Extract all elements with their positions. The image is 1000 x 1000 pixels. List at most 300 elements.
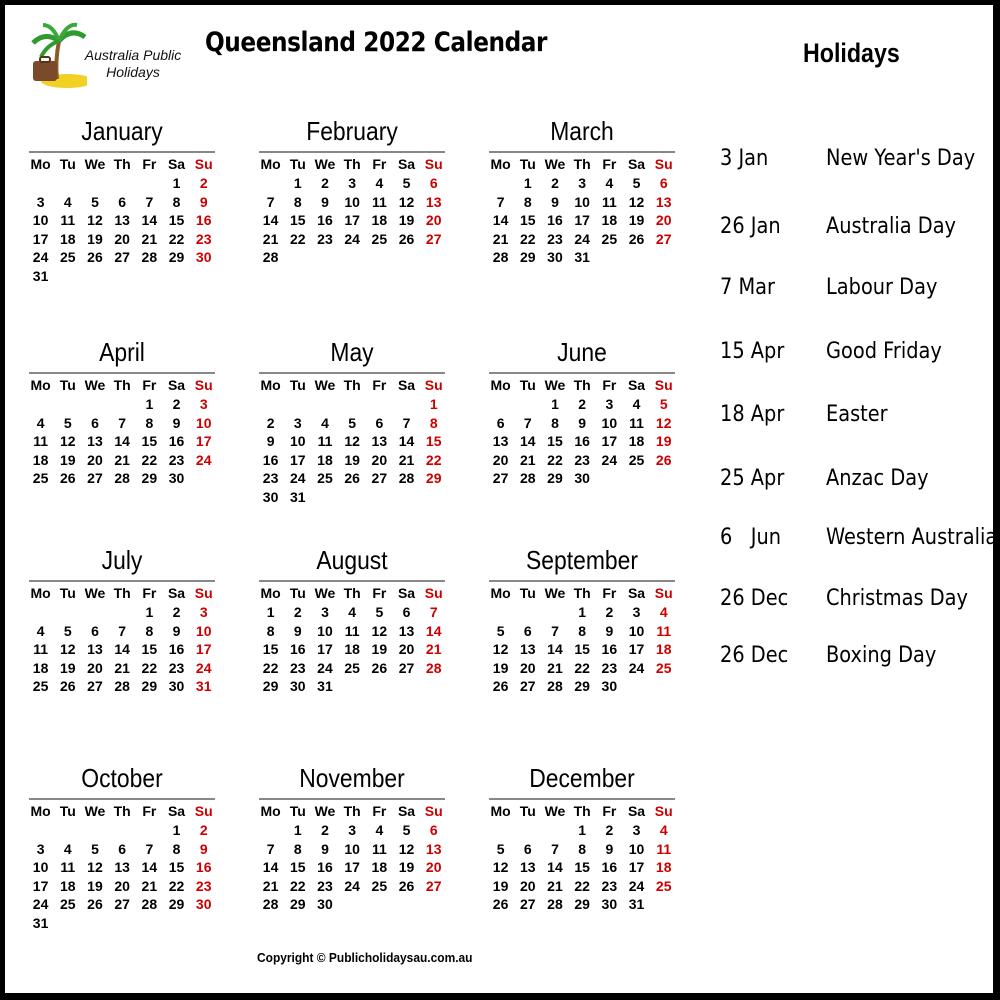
month-february [257,113,447,267]
sunday-date: 6 [659,175,668,191]
day-date: 10 [574,193,590,210]
day-date: 27 [492,470,509,486]
day-date: 6 [496,414,505,431]
day-date: 10 [628,840,645,857]
sunday-date: 31 [195,678,212,694]
day-date: 7 [551,840,559,857]
day-date: 16 [601,641,618,657]
day-date: 27 [87,470,103,486]
day-date: 24 [32,249,49,265]
day-date: 16 [574,433,590,449]
day-date: 10 [344,193,360,210]
month-name: February [306,116,398,146]
day-date: 1 [293,822,302,838]
day-date: 22 [289,230,306,247]
day-date: 8 [578,840,587,857]
sunday-date: 20 [655,212,672,228]
weekday-header: Fr [142,585,157,601]
empty-day [514,821,541,840]
weekday-header: We [84,585,106,601]
weekday-header: Th [573,803,591,819]
weekday-header: Tu [59,156,76,172]
month-grid [27,801,217,932]
day-date: 4 [36,622,45,639]
sunday-date: 3 [199,604,208,620]
weekday-header: Sa [627,585,646,601]
empty-day [136,174,163,193]
sunday-date: 8 [429,414,438,431]
month-grid [487,375,677,488]
day-date: 22 [262,659,279,676]
day-date: 7 [266,840,275,857]
day-date: 10 [317,622,333,639]
weekday-header: Su [654,803,673,819]
weekday-header: Th [573,156,591,172]
sunday-date: 27 [425,877,442,894]
weekday-header: Mo [490,156,511,172]
day-date: 15 [519,212,536,228]
weekday-header: We [544,377,566,393]
day-date: 19 [371,641,388,657]
day-date: 13 [519,641,536,657]
day-date: 22 [547,451,563,468]
day-date: 2 [266,414,275,431]
day-date: 25 [628,451,645,468]
day-date: 7 [145,840,154,857]
day-date: 3 [293,414,302,431]
holiday-date: 15 Apr [720,339,785,364]
empty-day [487,603,514,622]
month-grid [27,375,217,488]
day-date: 16 [289,641,306,657]
day-date: 28 [519,470,536,486]
empty-day [81,174,108,193]
day-date: 29 [141,470,158,486]
empty-day [109,603,136,622]
month-name: July [101,545,143,575]
holiday-name: Anzac Day [826,466,929,491]
day-date: 25 [317,470,333,486]
weekday-header: Sa [397,803,416,819]
sunday-date: 14 [425,622,442,639]
month-divider [259,372,445,374]
sunday-date: 18 [655,859,672,875]
day-date: 29 [168,249,185,265]
day-date: 28 [262,896,279,912]
day-date: 1 [551,396,559,412]
day-date: 19 [87,230,103,247]
day-date: 11 [371,193,387,210]
holiday-name: Christmas Day [826,586,968,611]
day-date: 13 [114,859,130,875]
holiday-name: Labour Day [826,275,938,300]
sunday-date: 23 [195,877,212,894]
day-date: 16 [317,212,333,228]
day-date: 27 [87,678,103,694]
day-date: 6 [523,622,532,639]
month-divider [489,372,675,374]
day-date: 13 [87,433,103,449]
sunday-date: 6 [429,822,438,838]
day-date: 18 [59,877,76,894]
sunday-date: 13 [425,840,442,857]
month-grid [257,375,447,506]
day-date: 5 [63,622,72,639]
empty-day [514,395,541,414]
day-date: 29 [168,896,185,912]
day-date: 25 [371,877,388,894]
day-date: 28 [114,678,130,694]
sunday-date: 27 [655,230,672,247]
day-date: 5 [91,193,99,210]
weekday-header: Fr [602,803,617,819]
weekday-header: Mo [490,377,511,393]
weekday-header: Sa [167,377,186,393]
empty-day [393,395,420,414]
day-date: 28 [141,249,158,265]
day-date: 19 [492,659,509,676]
day-date: 8 [551,414,559,431]
day-date: 26 [628,230,645,247]
day-date: 11 [33,433,48,449]
weekday-header: Mo [260,585,281,601]
sunday-date: 7 [429,604,438,620]
sunday-date: 4 [659,604,668,620]
day-date: 11 [629,414,644,431]
holiday-date: 26 Dec [720,643,789,668]
holiday-date: 26 Jan [720,214,781,239]
day-date: 27 [519,896,536,912]
day-date: 1 [145,396,154,412]
day-date: 16 [601,859,618,875]
day-date: 3 [36,193,45,210]
day-date: 3 [632,604,641,620]
day-date: 27 [114,896,130,912]
day-date: 8 [145,622,154,639]
weekday-header: Th [343,377,361,393]
day-date: 30 [574,470,590,486]
day-date: 16 [547,212,563,228]
day-date: 31 [32,914,49,931]
day-date: 5 [63,414,72,431]
month-name: September [526,545,638,575]
day-date: 13 [519,859,536,875]
day-date: 10 [32,859,49,875]
day-date: 5 [496,840,505,857]
day-date: 19 [398,212,415,228]
day-date: 17 [344,859,360,875]
holiday-date: 7 Mar [720,275,775,300]
weekday-header: Th [113,585,131,601]
empty-day [514,603,541,622]
sunday-date: 17 [195,641,212,657]
weekday-header: Su [194,803,213,819]
day-date: 25 [32,470,49,486]
sunday-date: 27 [425,230,442,247]
day-date: 23 [262,470,279,486]
day-date: 8 [145,414,154,431]
day-date: 3 [36,840,45,857]
empty-day [27,174,54,193]
holiday-date: 3 Jan [720,146,769,171]
day-date: 25 [601,230,618,247]
logo-text-line2: Holidays [106,64,160,80]
day-date: 15 [262,641,279,657]
month-september [487,542,677,696]
holiday-name: Western Australia [826,525,998,550]
weekday-header: Sa [397,585,416,601]
holiday-name: Australia Day [826,214,957,239]
day-date: 14 [262,212,279,228]
holiday-name: New Year's Day [826,146,976,171]
weekday-header: Th [113,156,131,172]
day-date: 8 [172,840,181,857]
month-divider [489,798,675,800]
month-grid [257,154,447,267]
day-date: 19 [59,659,76,676]
weekday-header: Tu [59,377,76,393]
weekday-header: Su [424,377,443,393]
day-date: 9 [172,622,181,639]
weekday-header: Fr [372,377,387,393]
day-date: 4 [36,414,45,431]
sunday-date: 3 [199,396,208,412]
weekday-header: Th [573,377,591,393]
empty-day [257,174,284,193]
day-date: 27 [519,678,536,694]
day-date: 6 [523,840,532,857]
day-date: 4 [63,840,72,857]
day-date: 9 [605,622,614,639]
day-date: 17 [574,212,590,228]
weekday-header: Sa [167,803,186,819]
day-date: 26 [492,678,509,694]
empty-day [257,821,284,840]
weekday-header: Su [424,585,443,601]
month-april [27,334,217,488]
weekday-header: Tu [519,377,536,393]
day-date: 2 [578,396,587,412]
day-date: 11 [317,433,333,449]
day-date: 28 [547,678,563,694]
weekday-header: Sa [167,585,186,601]
day-date: 20 [87,451,103,468]
day-date: 26 [492,896,509,912]
weekday-header: Tu [289,156,306,172]
month-grid [487,583,677,696]
empty-day [54,603,81,622]
day-date: 21 [262,877,279,894]
day-date: 24 [601,451,618,468]
month-divider [259,580,445,582]
day-date: 6 [91,414,99,431]
day-date: 22 [141,659,158,676]
weekday-header: Su [654,377,673,393]
day-date: 22 [574,659,590,676]
holiday-name: Good Friday [826,339,942,364]
sunday-date: 15 [425,433,442,449]
day-date: 1 [293,175,302,191]
empty-day [109,395,136,414]
day-date: 6 [118,193,127,210]
month-grid [257,583,447,696]
sunday-date: 22 [425,451,442,468]
weekday-header: Mo [260,156,281,172]
day-date: 19 [59,451,76,468]
month-name: June [557,337,607,367]
day-date: 30 [601,896,618,912]
day-date: 9 [266,433,275,449]
day-date: 9 [321,193,329,210]
day-date: 8 [578,622,587,639]
sunday-date: 10 [195,414,212,431]
day-date: 19 [398,859,415,875]
day-date: 21 [547,659,563,676]
sunday-date: 2 [199,822,208,838]
day-date: 12 [87,859,103,875]
day-date: 1 [578,604,587,620]
day-date: 30 [168,470,185,486]
day-date: 14 [492,212,509,228]
empty-day [366,395,393,414]
day-date: 19 [344,451,360,468]
holiday-name: Boxing Day [826,643,937,668]
day-date: 5 [91,840,99,857]
day-date: 4 [375,822,384,838]
day-date: 8 [266,622,275,639]
day-date: 11 [601,193,617,210]
day-date: 7 [551,622,559,639]
day-date: 29 [547,470,563,486]
day-date: 24 [628,877,645,894]
day-date: 17 [601,433,618,449]
day-date: 26 [87,249,103,265]
sunday-date: 25 [655,877,672,894]
day-date: 17 [32,877,49,894]
month-grid [257,801,447,914]
day-date: 15 [168,859,185,875]
day-date: 30 [601,678,618,694]
day-date: 4 [605,175,614,191]
weekday-header: Tu [519,585,536,601]
day-date: 16 [317,859,333,875]
weekday-header: Fr [142,156,157,172]
day-date: 22 [289,877,306,894]
day-date: 28 [262,249,279,265]
weekday-header: Su [654,156,673,172]
day-date: 15 [574,641,590,657]
day-date: 17 [289,451,306,468]
day-date: 14 [114,433,130,449]
month-may [257,334,447,506]
day-date: 18 [59,230,76,247]
empty-day [54,174,81,193]
sunday-date: 18 [655,641,672,657]
logo-text-line1: Australia Public [84,47,182,63]
sunday-date: 28 [425,659,442,676]
day-date: 3 [321,604,329,620]
weekday-header: Mo [260,377,281,393]
month-divider [29,151,215,153]
day-date: 28 [547,896,563,912]
weekday-header: We [314,585,336,601]
weekday-header: Su [424,803,443,819]
month-december [487,760,677,914]
day-date: 28 [398,470,415,486]
day-date: 26 [398,877,415,894]
weekday-header: Fr [602,377,617,393]
day-date: 2 [605,604,614,620]
day-date: 5 [402,175,411,191]
empty-day [284,395,311,414]
sunday-date: 21 [425,641,442,657]
day-date: 24 [344,230,360,247]
day-date: 3 [605,396,614,412]
day-date: 20 [492,451,509,468]
sunday-date: 16 [195,859,212,875]
weekday-header: Tu [519,803,536,819]
weekday-header: We [314,803,336,819]
day-date: 26 [398,230,415,247]
day-date: 21 [398,451,415,468]
day-date: 9 [321,840,329,857]
day-date: 25 [32,678,49,694]
weekday-header: Su [654,585,673,601]
day-date: 9 [605,840,614,857]
day-date: 8 [293,840,302,857]
day-date: 14 [519,433,536,449]
month-grid [487,154,677,267]
day-date: 2 [321,822,329,838]
weekday-header: Th [343,803,361,819]
day-date: 1 [523,175,532,191]
holiday-date: 18 Apr [720,402,785,427]
day-date: 14 [547,859,563,875]
weekday-header: Su [424,156,443,172]
month-divider [489,580,675,582]
day-date: 20 [114,230,130,247]
sunday-date: 23 [195,230,212,247]
empty-day [487,821,514,840]
day-date: 27 [398,659,415,676]
day-date: 19 [492,877,509,894]
day-date: 26 [344,470,360,486]
day-date: 15 [289,859,306,875]
sunday-date: 30 [195,896,212,912]
day-date: 9 [578,414,587,431]
holiday-name: Easter [826,402,888,427]
day-date: 11 [60,859,76,875]
day-date: 29 [519,249,536,265]
empty-day [311,395,338,414]
day-date: 4 [632,396,641,412]
weekday-header: Sa [627,803,646,819]
month-august [257,542,447,696]
weekday-header: We [84,156,106,172]
day-date: 27 [114,249,130,265]
month-march [487,113,677,267]
weekday-header: Th [113,803,131,819]
day-date: 3 [348,822,357,838]
sunday-date: 29 [425,470,442,486]
day-date: 7 [496,193,505,210]
day-date: 24 [574,230,590,247]
holidays-title: Holidays [803,38,900,68]
weekday-header: Tu [59,803,76,819]
empty-day [81,821,108,840]
day-date: 4 [63,193,72,210]
sunday-date: 9 [199,840,208,857]
